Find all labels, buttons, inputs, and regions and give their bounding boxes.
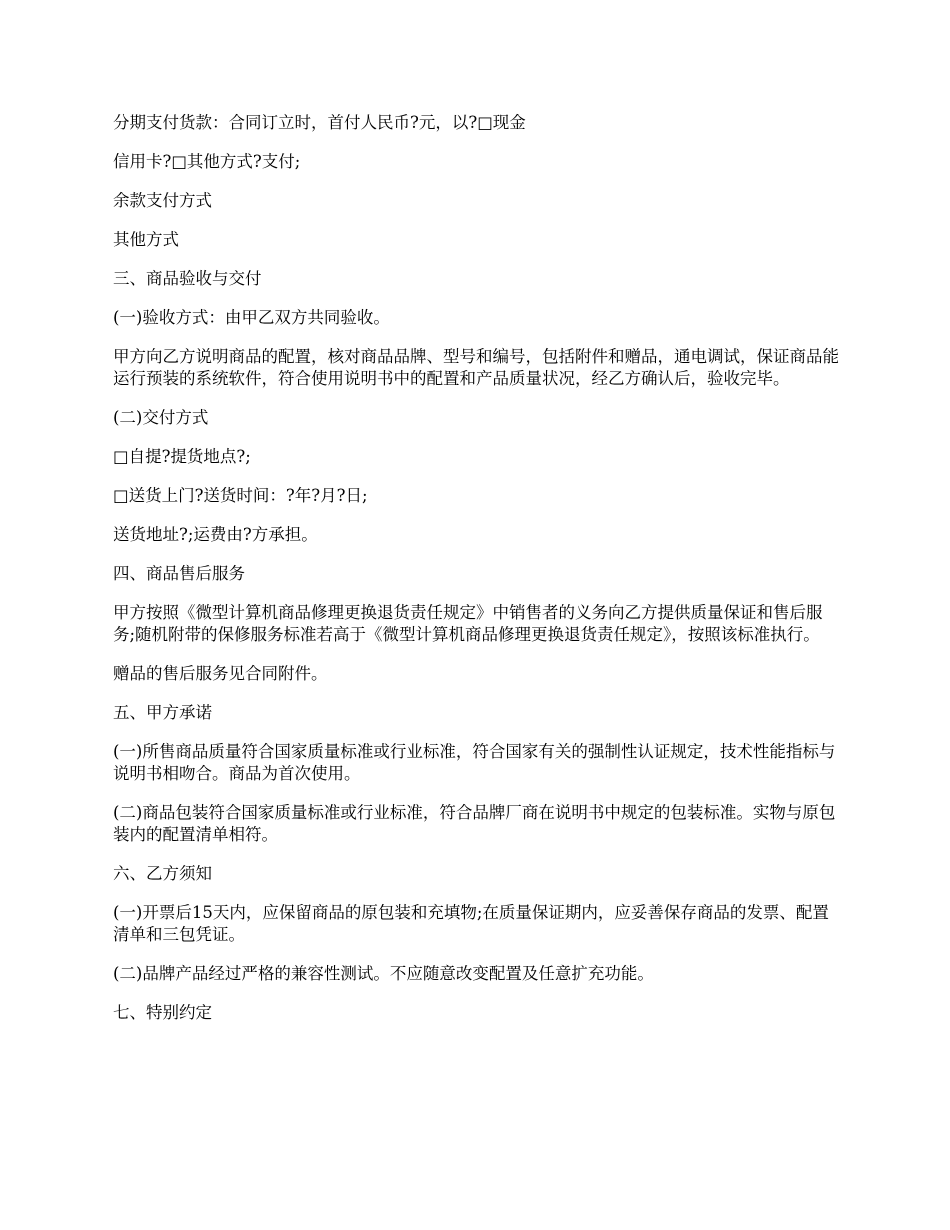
paragraph-quality-commitment: (一)所售商品质量符合国家质量标准或行业标准，符合国家有关的强制性认证规定，技术性能指标与说明书相吻合。商品为首次使用。 xyxy=(113,742,836,783)
paragraph-home-delivery: □送货上门?送货时间：?年?月?日; xyxy=(113,486,368,505)
paragraph-keep-packaging: (一)开票后15天内，应保留商品的原包装和充填物;在质量保证期内，应妥善保存商品的发票、配置清单和三包凭证。 xyxy=(113,903,829,944)
paragraph-installment-payment: 分期支付货款：合同订立时，首付人民币?元，以?□现金 xyxy=(113,113,526,132)
section-heading-acceptance-delivery: 三、商品验收与交付 xyxy=(113,269,262,288)
paragraph-delivery-address: 送货地址?;运费由?方承担。 xyxy=(113,525,318,544)
section-heading-special-terms: 七、特别约定 xyxy=(113,1003,212,1022)
section-heading-party-b-notice: 六、乙方须知 xyxy=(113,864,212,883)
paragraph-delivery-method: (二)交付方式 xyxy=(113,408,209,427)
document-body xyxy=(113,112,841,1041)
paragraph-self-pickup: □自提?提货地点?; xyxy=(113,447,251,466)
paragraph-compatibility: (二)品牌产品经过严格的兼容性测试。不应随意改变配置及任意扩充功能。 xyxy=(113,964,654,983)
paragraph-after-sales-terms: 甲方按照《微型计算机商品修理更换退货责任规定》中销售者的义务向乙方提供质量保证和售后服务;随机附带的保修服务标准若高于《微型计算机商品修理更换退货责任规定》，按照该标准执行。 xyxy=(113,603,823,644)
section-heading-after-sales: 四、商品售后服务 xyxy=(113,564,245,583)
paragraph-other-method: 其他方式 xyxy=(113,230,179,249)
paragraph-gift-service: 赠品的售后服务见合同附件。 xyxy=(113,664,328,683)
paragraph-acceptance-details: 甲方向乙方说明商品的配置，核对商品品牌、型号和编号，包括附件和赠品，通电调试，保证商品能运行预装的系统软件，符合使用说明书中的配置和产品质量状况，经乙方确认后，验收完毕。 xyxy=(113,347,839,388)
paragraph-acceptance-method: (一)验收方式：由甲乙双方共同验收。 xyxy=(113,308,390,327)
paragraph-packaging-commitment: (二)商品包装符合国家质量标准或行业标准，符合品牌厂商在说明书中规定的包装标准。实物与原包装内的配置清单相符。 xyxy=(113,803,836,844)
paragraph-payment-method: 信用卡?□其他方式?支付; xyxy=(113,152,301,171)
section-heading-party-a-commitment: 五、甲方承诺 xyxy=(113,703,212,722)
paragraph-balance-payment: 余款支付方式 xyxy=(113,191,212,210)
